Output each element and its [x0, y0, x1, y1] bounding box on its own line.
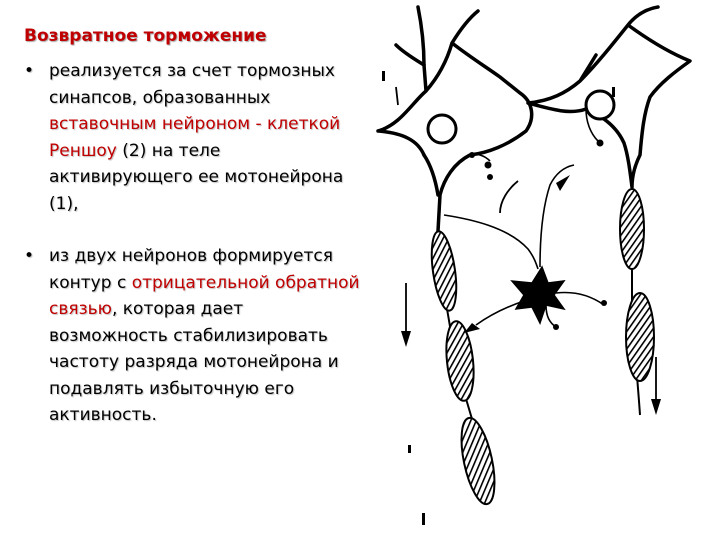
nucleus-right	[586, 91, 614, 119]
bullet-1-text-b: (2) на теле активирующего ее мотонейрона (1),	[49, 140, 344, 214]
renshaw-circuit-illustration	[360, 5, 720, 535]
slide-title: Возвратное торможение	[24, 26, 267, 46]
annotation-marks	[382, 71, 615, 525]
nucleus-left	[428, 115, 456, 143]
bullet-2-highlight: отрицательной обратной связью	[49, 272, 360, 319]
bullet-dot: •	[24, 61, 35, 81]
bullet-item-feedback	[22, 243, 362, 429]
bullet-dot: •	[24, 246, 35, 266]
bullet-list	[22, 58, 362, 429]
bullet-1-text-a: реализуется за счет тормозных синапсов, образованных	[49, 61, 335, 108]
renshaw-cell	[512, 267, 564, 323]
myelin-left	[428, 230, 501, 507]
bullet-1-highlight: вставочным нейроном - клеткой Реншоу	[49, 114, 341, 161]
bullet-2-text-a: из двух нейронов формируется контур с	[49, 246, 333, 293]
bullet-item-renshaw	[22, 58, 362, 217]
motoneuron-left	[378, 7, 532, 231]
bullet-2-text-b: , которая дает возможность стабилизировать частоту разряда мотонейрона и подавлять избыточную его активность.	[49, 299, 339, 425]
myelin-right	[620, 189, 654, 381]
